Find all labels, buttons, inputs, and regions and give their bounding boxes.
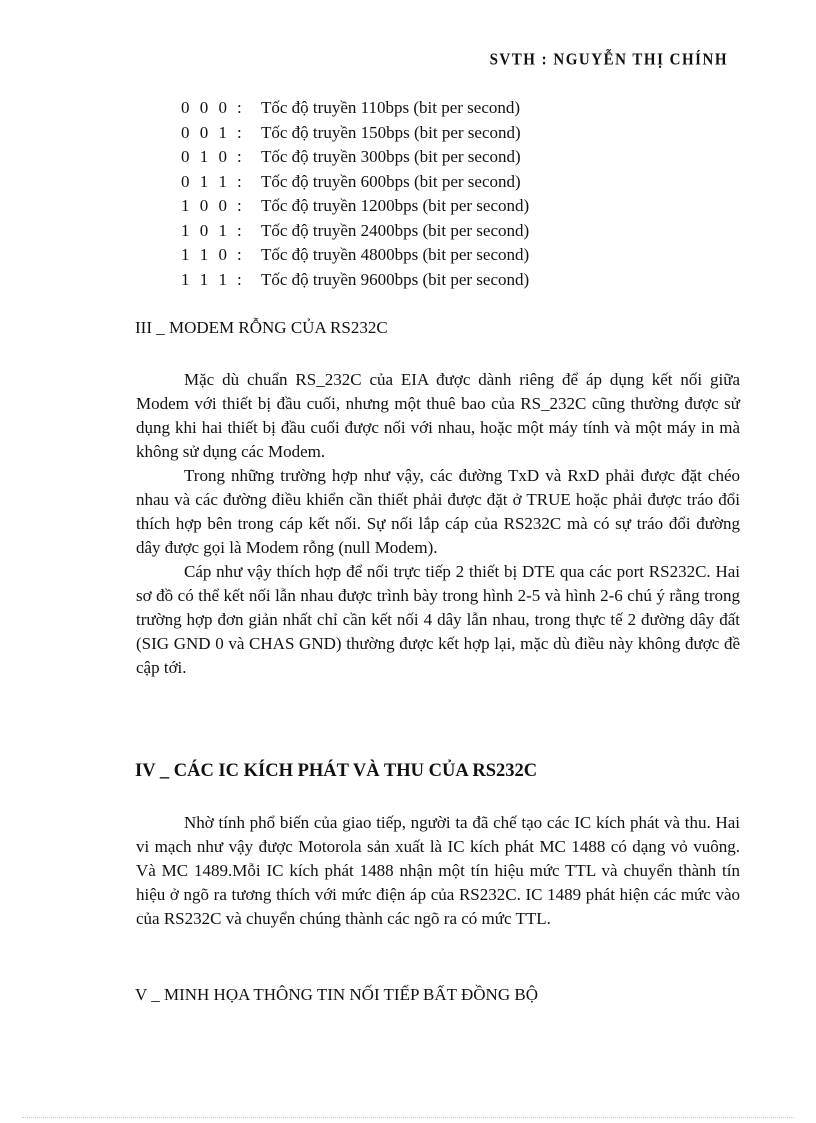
section-5-heading: V _ MINH HỌA THÔNG TIN NỐI TIẾP BẤT ĐỒNG BỘ xyxy=(135,985,538,1004)
code-row xyxy=(181,196,529,221)
code-colon: : xyxy=(237,269,242,289)
code-description: Tốc độ truyền 9600bps (bit per second) xyxy=(261,269,530,289)
code-colon: : xyxy=(237,220,242,240)
paragraph: Mặc dù chuẩn RS_232C của EIA được dành riêng để áp dụng kết nối giữa Modem với thiết bị đầu cuối, nhưng một thuê bao của RS_232C cũng thường được sử dụng khi hai thiết bị đầu cuối được nối với nhau, hoặc một máy tính và một máy in mà không sử dụng các Modem. xyxy=(136,370,740,461)
code-row xyxy=(181,147,529,172)
code-row xyxy=(181,98,529,123)
code-description: Tốc độ truyền 110bps (bit per second) xyxy=(261,98,521,117)
code-bits: 0 1 0 xyxy=(181,147,230,166)
section-4-heading: IV _ CÁC IC KÍCH PHÁT VÀ THU CỦA RS232C xyxy=(135,761,538,781)
code-bits: 1 1 0 xyxy=(181,245,230,264)
code-bits: 1 0 0 xyxy=(181,196,230,215)
code-row xyxy=(181,221,529,246)
section-3-body xyxy=(136,368,740,680)
code-description: Tốc độ truyền 150bps (bit per second) xyxy=(261,122,521,142)
code-description: Tốc độ truyền 600bps (bit per second) xyxy=(261,171,521,191)
code-colon: : xyxy=(237,98,242,117)
code-colon: : xyxy=(237,171,242,191)
code-colon: : xyxy=(237,245,242,264)
code-row xyxy=(181,245,529,270)
code-row xyxy=(181,123,529,148)
code-bits: 1 1 1 xyxy=(181,269,230,289)
code-row xyxy=(181,172,529,197)
code-colon: : xyxy=(237,122,242,142)
paragraph: Nhờ tính phổ biến của giao tiếp, người ta đã chế tạo các IC kích phát và thu. Hai vi mạch như vậy được Motorola sản xuất là IC kích phát MC 1488 có dạng vỏ vuông. Và MC 1489.Mỗi IC kích phát 1488 nhận một tín hiệu mức TTL và chuyển thành tín hiệu ở ngõ ra tương thích với mức điện áp của RS232C. IC 1489 phát hiện các mức vào của RS232C và chuyển chúng thành các ngõ ra có mức TTL. xyxy=(136,813,740,928)
paragraph: Trong những trường hợp như vậy, các đường TxD và RxD phải được đặt chéo nhau và các đường điều khiển cần thiết phải được đặt ở TRUE hoặc phải được tráo đổi thích hợp bên trong cáp kết nối. Sự nối lắp cáp của RS232C mà có sự tráo đổi đường dây được gọi là Modem rỗng (null Modem). xyxy=(136,466,740,557)
code-description: Tốc độ truyền 2400bps (bit per second) xyxy=(261,220,530,240)
baud-rate-code-list xyxy=(181,98,529,294)
page-header-author: SVTH : NGUYỄN THỊ CHÍNH xyxy=(489,50,728,70)
footer-divider xyxy=(22,1117,794,1118)
code-colon: : xyxy=(237,196,242,215)
code-description: Tốc độ truyền 4800bps (bit per second) xyxy=(261,245,530,264)
code-description: Tốc độ truyền 300bps (bit per second) xyxy=(261,147,521,166)
code-description: Tốc độ truyền 1200bps (bit per second) xyxy=(261,196,530,215)
code-bits: 0 1 1 xyxy=(181,171,230,191)
code-bits: 0 0 0 xyxy=(181,98,230,117)
code-colon: : xyxy=(237,147,242,166)
code-bits: 1 0 1 xyxy=(181,220,230,240)
section-3-heading: III _ MODEM RỖNG CỦA RS232C xyxy=(135,318,388,337)
paragraph: Cáp như vậy thích hợp để nối trực tiếp 2 thiết bị DTE qua các port RS232C. Hai sơ đồ có thể kết nối lẫn nhau được trình bày trong hình 2-5 và hình 2-6 chú ý rằng trong trường hợp đơn giản nhất chỉ cần kết nối 4 dây lẫn nhau, trong thực tế 2 đường dây đất (SIG GND 0 và CHAS GND) thường được kết hợp lại, mặc dù điều này không được đề cập tới. xyxy=(136,562,740,677)
code-row xyxy=(181,270,529,295)
code-bits: 0 0 1 xyxy=(181,122,230,142)
section-4-body xyxy=(136,811,740,931)
